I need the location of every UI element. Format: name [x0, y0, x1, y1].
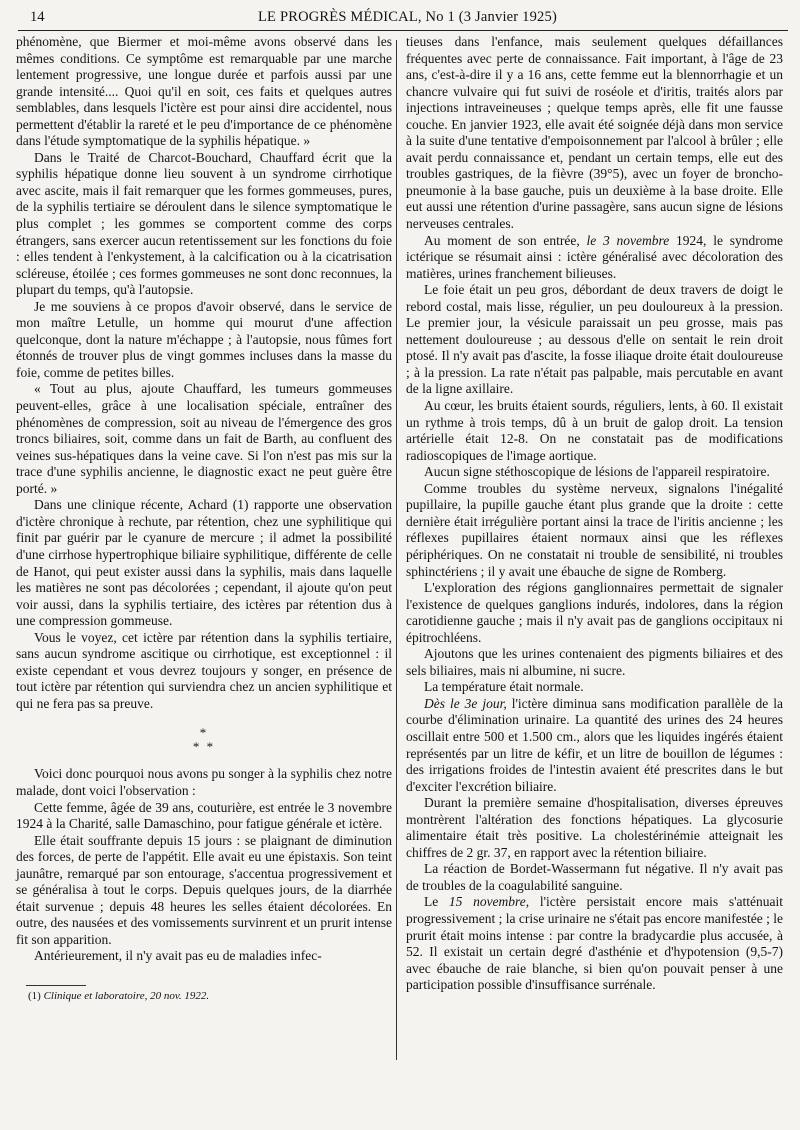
paragraph: Vous le voyez, cet ictère par rétention dans la syphilis tertiaire, sans aucun syndrome ascitique ou cirrhotique, est exceptionnel : il existe cependant et vous devrez toujours y songer, en présence de tout ictère par rétention qui surviendra chez un ancien syphilitique et qui ne fera pas sa preuve.	[16, 629, 392, 711]
paragraph: Dans le Traité de Charcot-Bouchard, Chauffard écrit que la syphilis hépatique donne lieu souvent à un syndrome cirrhotique avec ascite, mais il fait remarquer que les formes gommeuses, pures, de la syphilis tertiaire se déroulent dans le silence symptomatique le plus complet ; les gommes se comportent comme des corps étrangers, sans exercer aucun retentissement sur les fonctions du foie : elles tendent à l'enkystement, à la calcification ou à la cicatrisation scléreuse, étoilée ; ces formes gommeuses ne sont donc reconnues, la plupart du temps, qu'à l'autopsie.	[16, 149, 392, 298]
italic-date: le 3 novembre	[586, 232, 670, 248]
paragraph: phénomène, que Biermer et moi-même avons observé dans les mêmes conditions. Ce symptôme est remarquable par une marche lentement progressive, une longue durée et parfois aussi par une grande intensité.... Quoi qu'il en soit, ces faits et quelques autres semblables, dans lesquels l'ictère est pour ainsi dire accidentel, nous permettent d'établir la rareté et le peu d'importance de ce phénomène dans l'étude symptomatique de la syphilis hépatique. »	[16, 34, 392, 149]
paragraph: Antérieurement, il n'y avait pas eu de maladies infec-	[34, 948, 322, 964]
paragraph	[406, 233, 783, 283]
section-separator	[16, 726, 392, 754]
footnote-rule	[26, 985, 86, 986]
asterisk-bottom: * *	[192, 739, 216, 755]
paragraph	[406, 894, 783, 993]
paragraph: La température était normale.	[424, 679, 584, 695]
text-run: Le	[424, 894, 449, 910]
italic-date: 15 novembre,	[448, 894, 530, 910]
paragraph: Elle était souffrante depuis 15 jours : se plaignant de diminution des forces, de perte de l'appétit. Elle avait eu une épistaxis. Son teint jaunâtre, remarqué par son entourage, s'accentua progressivement et se généralisa à tout le corps. Depuis quelques jours, de la diarrhée était survenue ; depuis 48 heures les selles étaient décolorées. En outre, des nausées et des vomissements survinrent et un prurit intense fit son apparition.	[16, 832, 392, 947]
paragraph: Au cœur, les bruits étaient sourds, réguliers, lents, à 60. Il existait un rythme à trois temps, dû à un bruit de galop droit. La tension artérielle était 12-8. On ne constatait pas de modifications radioscopiques de l'image aortique.	[406, 398, 783, 463]
asterisk-top: *	[199, 725, 209, 741]
footnote-number: (1)	[28, 989, 41, 1002]
paragraph: Aucun signe stéthoscopique de lésions de l'appareil respiratoire.	[424, 464, 770, 480]
paragraph: Voici donc pourquoi nous avons pu songer à la syphilis chez notre malade, dont voici l'observation :	[16, 766, 392, 798]
italic-run: Dès le 3e jour,	[424, 695, 507, 711]
paragraph: Dans une clinique récente, Achard (1) rapporte une observation d'ictère chronique à rechute, par rétention, chez une syphilitique qui finit par guérir par le cyanure de mercure ; il admet la possibilité d'une cirrhose hypertrophique biliaire syphilitique, différente de celle de Hanot, qui peut exister aussi dans la syphilis, mais dans laquelle les matières ne sont pas décolorées ; cependant, il ajoute qu'on peut voir aussi, dans la syphilis tertiaire, des ictères par rétention dus à une compression gommeuse.	[16, 497, 392, 629]
text-run: l'ictère persistait encore mais s'atténuait progressivement ; la crise urinaire ne s'était pas encore manifestée ; le prurit était moins intense : par contre la bradycardie plus accusée, à 52. Il existait un certain degré d'asthénie et d'hypotension (9,5-7) avec ébauche de raie blanche, si bien qu'on pouvait penser à une participation possible d'insuffisance surrénale.	[406, 894, 783, 993]
footnote	[16, 990, 392, 1003]
paragraph: « Tout au plus, ajoute Chauffard, les tumeurs gommeuses peuvent-elles, grâce à une localisation spéciale, entraîner des phénomènes de compression, soit au niveau de l'émergence des gros troncs biliaires, soit, comme dans un fait de Barth, au confluent des veines sus-hépatiques dans la veine cave. Si l'on n'est pas mis sur la trace d'une syphilis ancienne, le diagnostic exact ne peut guère être porté. »	[16, 381, 392, 496]
paragraph: tieuses dans l'enfance, mais seulement quelques défaillances fréquentes avec perte de connaissance. Fait important, à l'âge de 23 ans, c'est-à-dire il y a 16 ans, cette femme eut la blennorrhagie et un chancre vulvaire qui fut suivi de roséole et d'iritis, traités alors par injections intraveineuses ; quelque temps après, elle fit une fausse couche. En janvier 1923, elle avait été soignée déjà dans mon service à la suite d'une tentative d'empoisonnement par l'alcool à brûler ; elle avait perdu connaissance et, pendant un certain temps, elle eut des troubles gastriques, de la fièvre (39°5), avec un foyer de broncho-pneumonie à la base gauche, puis un deuxième à la base droite. Elle eut aussi une rétention d'urine passagère, sans aucun signe de lésions nerveuses centrales.	[406, 34, 783, 232]
paragraph: Je me souviens à ce propos d'avoir observé, dans le service de mon maître Letulle, un homme qui mourut d'une affection quelconque, dont la nature m'échappe ; à l'autopsie, nous fûmes fort étonnés de trouver plus de vingt gommes incluses dans la masse du foie, comme de petites billes.	[16, 298, 392, 380]
running-header	[30, 7, 785, 29]
paragraph: L'exploration des régions ganglionnaires permettait de signaler l'existence de quelques ganglions indurés, indolores, dans la région carotidienne gauche ; mais il n'y avait pas de ganglions occipitaux ni épitrochléens.	[406, 580, 783, 645]
text-run: Au moment de son entrée,	[424, 232, 587, 248]
paragraph: La réaction de Bordet-Wassermann fut négative. Il n'y avait pas de troubles de la coagulabilité sanguine.	[406, 861, 783, 893]
text-run: l'ictère diminua sans modification parallèle de la courbe d'élimination urinaire. La quantité des urines des 24 heures oscillait entre 500 et 1.500 cm., alors que les liquides ingérés étaient représentés par un litre de kéfir, et un litre de bouillon de légumes : des irrigations froides de l'intestin avaient été prescrites dans le but d'exciter l'excrétion biliaire.	[406, 695, 783, 794]
header-rule	[18, 30, 788, 31]
paragraph	[406, 696, 783, 795]
paragraph: Comme troubles du système nerveux, signalons l'inégalité pupillaire, la pupille gauche étant plus grande que la droite : cette dernière était irrégulière portant ainsi la trace de l'iritis ancienne ; les réflexes pupillaires étaient normaux ainsi que les réflexes périphériques. On ne constatait ni trouble de sensibilité, ni troubles sphinctériens ; il y avait une ébauche de signe de Romberg.	[406, 480, 783, 579]
paragraph: Le foie était un peu gros, débordant de deux travers de doigt le rebord costal, mais lisse, régulier, un peu douloureux à la pression. Le premier jour, la vésicule paraissait un peu grosse, mais pas nettement douloureuse ; au dessous d'elle on sentait le rein droit ptosé. Il n'y avait pas d'ascite, la fosse iliaque droite était douloureuse ; à la pression. La rate n'était pas palpable, mais percutable en avant de la ligne axillaire.	[406, 282, 783, 397]
page-number: 14	[30, 9, 45, 25]
paragraph: Ajoutons que les urines contenaient des pigments biliaires et des sels biliaires, mais ni albumine, ni sucre.	[406, 646, 783, 678]
text-run: 1924, le syndrome ictérique se résumait ainsi : ictère généralisé avec décoloration des matières, urines franchement bilieuses.	[406, 232, 783, 281]
right-column	[406, 34, 783, 994]
journal-title: LE PROGRÈS MÉDICAL, No 1 (3 Janvier 1925)	[258, 9, 557, 25]
column-divider	[396, 40, 397, 1060]
paragraph: Cette femme, âgée de 39 ans, couturière, est entrée le 3 novembre 1924 à la Charité, salle Damaschino, pour fatigue générale et ictère.	[16, 799, 392, 832]
left-column	[16, 34, 392, 1003]
footnote-text: Clinique et laboratoire, 20 nov. 1922.	[43, 989, 210, 1002]
paragraph: Durant la première semaine d'hospitalisation, diverses épreuves montrèrent l'altération des fonctions hépatiques. La glycosurie alimentaire était très positive. La cholestérinémie atteignait les chiffres de 2 gr. 37, en rapport avec la rétention biliaire.	[406, 795, 783, 860]
